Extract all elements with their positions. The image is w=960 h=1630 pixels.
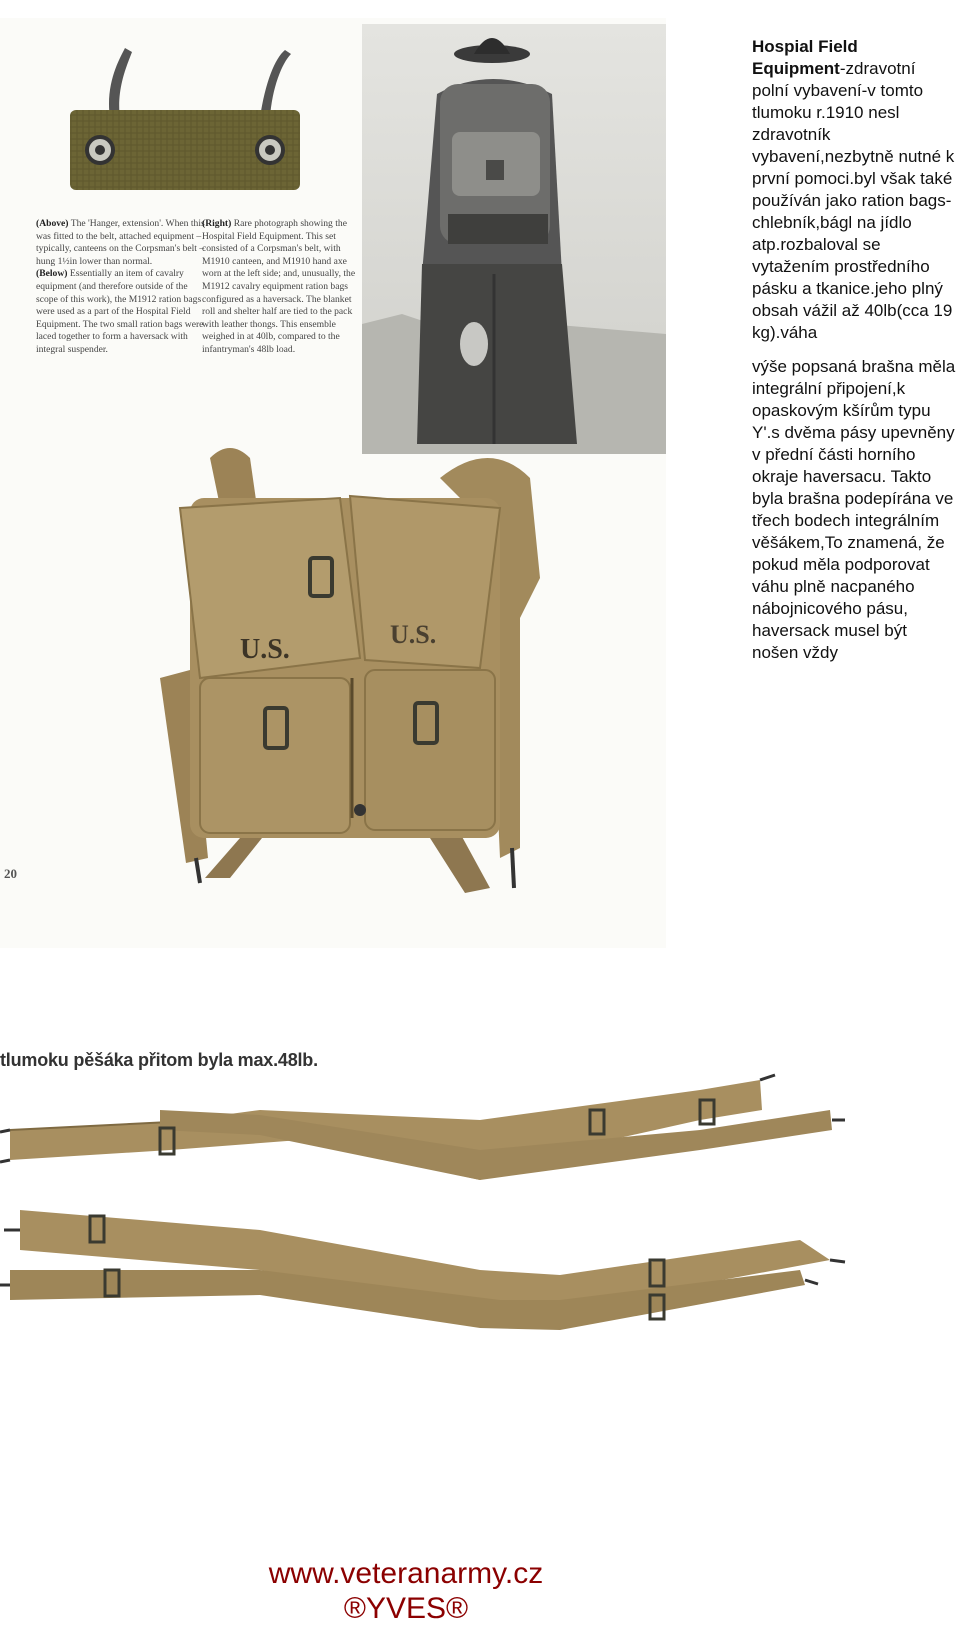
suspender-caption: tlumoku pěšáka přitom byla max.48lb. — [0, 1050, 318, 1070]
caption-right-text: Rare photograph showing the Hospital Field Equipment. This set consisted of a Corpsman's belt, with M1910 canteen, and M1910 hand axe worn at the left side; and, unusually, the M1912 cavalry equipment ration bags configured as a haversack. The blanket roll and shelter half are tied to the pack with leather thongs. This ensemble weighed in at 40lb, compared to the infantryman's 48lb load. — [202, 218, 356, 355]
article-paragraph-1-text: -zdravotní polní vybavení-v tomto tlumoku r.1910 nesl zdravotník vybavení,nezbytně nutné k první pomoci.byl však také používán jako ration bags-chlebník,bágl na jídlo atp.rozbaloval se vytažením prostředního pásku a tkanice.jeho plný obsah vážil až 40lb(cca 19 kg).váha — [752, 59, 955, 342]
caption-below-text: Essentially an item of cavalry equipment (and therefore outside of the scope of this work), the M1912 ration bags were used as a part of the Hospital Field Equipment. The two small ration bags were laced together to form a haversack with integral suspender. — [36, 268, 204, 355]
article-paragraph-2: výše popsaná brašna měla integrální připojení,k opaskovým kšírům typu Y'.s dvěma pásy upevněny v přední části horního okraje haversacu. Takto byla brašna podepírána ve třech bodech integrálním věšákem,To znamená, že pokud měla podporovat váhu plně nacpaného nábojnicového pásu, haversack musel být nošen vždy — [752, 357, 956, 662]
soldier-photo — [362, 24, 666, 454]
haversack-photo — [160, 438, 580, 908]
scanned-book-page — [0, 18, 666, 948]
footer-url: www.veteranarmy.cz — [268, 1557, 544, 1590]
article-text — [752, 36, 956, 664]
caption-right — [202, 218, 358, 357]
footer-signature: ®YVES® — [343, 1592, 469, 1625]
article-title: Hospial Field Equipment — [752, 37, 858, 78]
caption-above-below — [36, 218, 206, 357]
caption-right-label: (Right) — [202, 218, 232, 229]
page-number: 20 — [4, 866, 17, 881]
caption-above-text: The 'Hanger, extension'. When this was fitted to the belt, attached equipment – typically, canteens on the Corpsman's belt – hung 1½in lower than normal. — [36, 218, 205, 267]
bag-marking-right: U.S. — [390, 620, 437, 649]
suspender-photo — [0, 1070, 866, 1360]
caption-below-label: (Below) — [36, 268, 68, 280]
hanger-extension-photo — [50, 28, 320, 198]
article-paragraph-1 — [752, 36, 956, 344]
caption-above-label: (Above) — [36, 218, 69, 229]
bag-marking-left: U.S. — [240, 634, 290, 665]
